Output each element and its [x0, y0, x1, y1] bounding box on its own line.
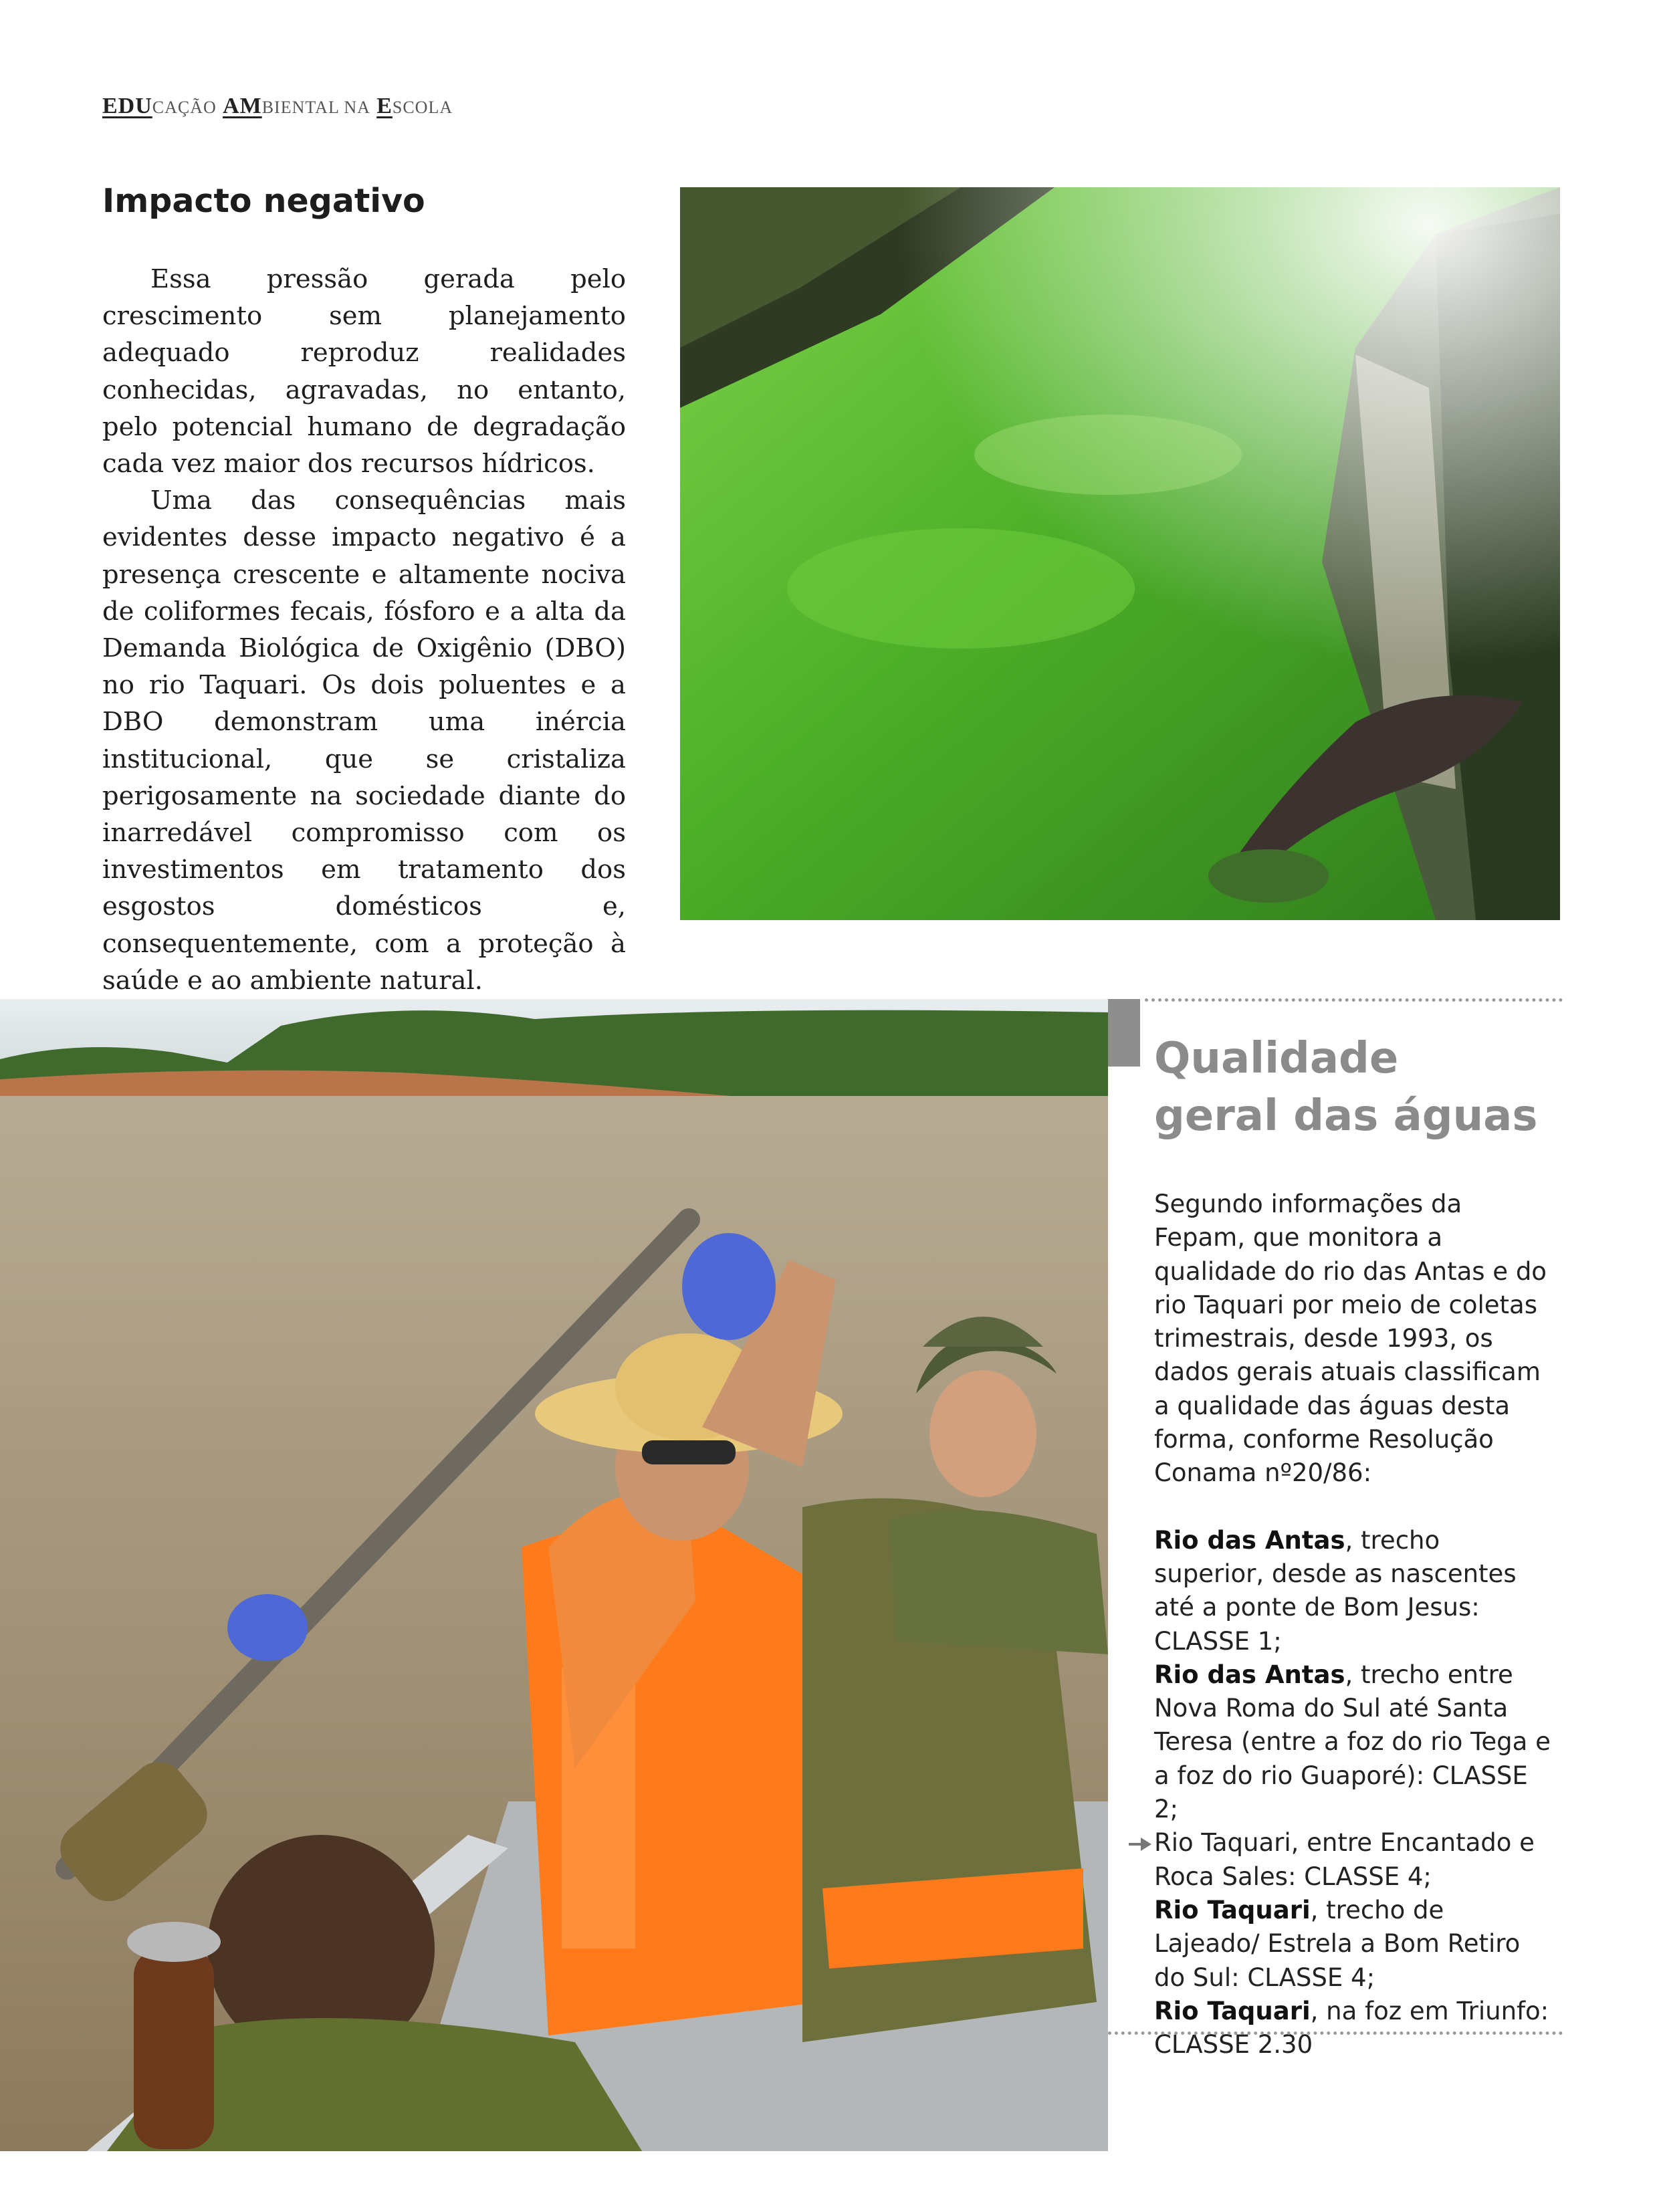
water-quality-text [1154, 1188, 1555, 2062]
classification-item [1154, 1995, 1555, 2062]
classification-item [1154, 1658, 1555, 1826]
running-head [102, 94, 453, 119]
water-quality-heading [1154, 1030, 1555, 1145]
water-quality-intro: Segundo informações da Fepam, que monitora a qualidade do rio das Antas e do rio Taquari por meio de coletas trimestrais, desde 1993, os dados gerais atuais classificam a qualidade das águas desta forma, conforme Resolução Conama nº20/86: [1154, 1190, 1547, 1488]
water-quality-heading-line2: geral das águas [1154, 1091, 1538, 1141]
impact-paragraph-2: Uma das consequências mais evidentes desse impacto negativo é a presença crescente e altamente nociva de coliformes fecais, fósforo e a alta da Demanda Biológica de Oxigênio (DBO) no rio Taquari. Os dois poluentes e a DBO demonstram uma inércia institucional, que se cristaliza perigosamente na sociedade diante do inarredável compromisso com os investimentos em tratamento dos esgostos domésticos e, consequentemente, com a proteção à saúde e ao ambiente natural. [102, 485, 626, 996]
running-head-part2-cap: AM [223, 94, 262, 118]
sidebar-top-rule [1145, 998, 1563, 1002]
running-head-part2-rest: BIENTAL NA [261, 98, 370, 117]
running-head-part1-cap: EDU [102, 94, 152, 118]
classification-item [1154, 1894, 1555, 1995]
classification-item [1154, 1524, 1555, 1658]
running-head-part1-rest: CAÇÃO [152, 98, 217, 117]
impact-body [102, 261, 626, 999]
sidebar-bottom-rule [1108, 2031, 1563, 2035]
classification-item-text: Rio Taquari, entre Encantado e Roca Sales: CLASSE 4; [1154, 1828, 1535, 1891]
classification-item-river: Rio das Antas [1154, 1525, 1345, 1555]
classification-item [1154, 1826, 1555, 1894]
paragraph-spacer [1154, 1490, 1555, 1524]
impact-paragraph-1: Essa pressão gerada pelo crescimento sem planejamento adequado reproduz realidades conhecidas, agravadas, no entanto, pelo potencial humano de degradação cada vez maior dos recursos hídricos. [102, 264, 626, 479]
polluted-canal-photo [680, 187, 1560, 920]
running-head-part3-cap: E [376, 94, 393, 118]
classification-item-river: Rio Taquari [1154, 1996, 1311, 2025]
arrow-right-icon [1129, 1834, 1151, 1854]
running-head-part3-rest: SCOLA [392, 98, 453, 117]
impact-heading: Impacto negativo [102, 182, 425, 220]
classification-item-river: Rio Taquari [1154, 1895, 1311, 1924]
river-sampling-photo [0, 999, 1108, 2151]
water-quality-heading-line1: Qualidade [1154, 1034, 1399, 1083]
classification-item-text: , trecho entre Nova Roma do Sul até Santa Teresa (entre a foz do rio Tega e a foz do rio Guaporé): CLASSE 2; [1154, 1660, 1551, 1824]
classification-item-river: Rio das Antas [1154, 1660, 1345, 1689]
classification-item-text: , na foz em Triunfo: CLASSE 2.30 [1154, 1996, 1549, 2060]
classification-item-text: , trecho superior, desde as nascentes até a ponte de Bom Jesus: CLASSE 1; [1154, 1525, 1517, 1656]
classification-item-text: , trecho de Lajeado/ Estrela a Bom Retiro do Sul: CLASSE 4; [1154, 1895, 1521, 1992]
